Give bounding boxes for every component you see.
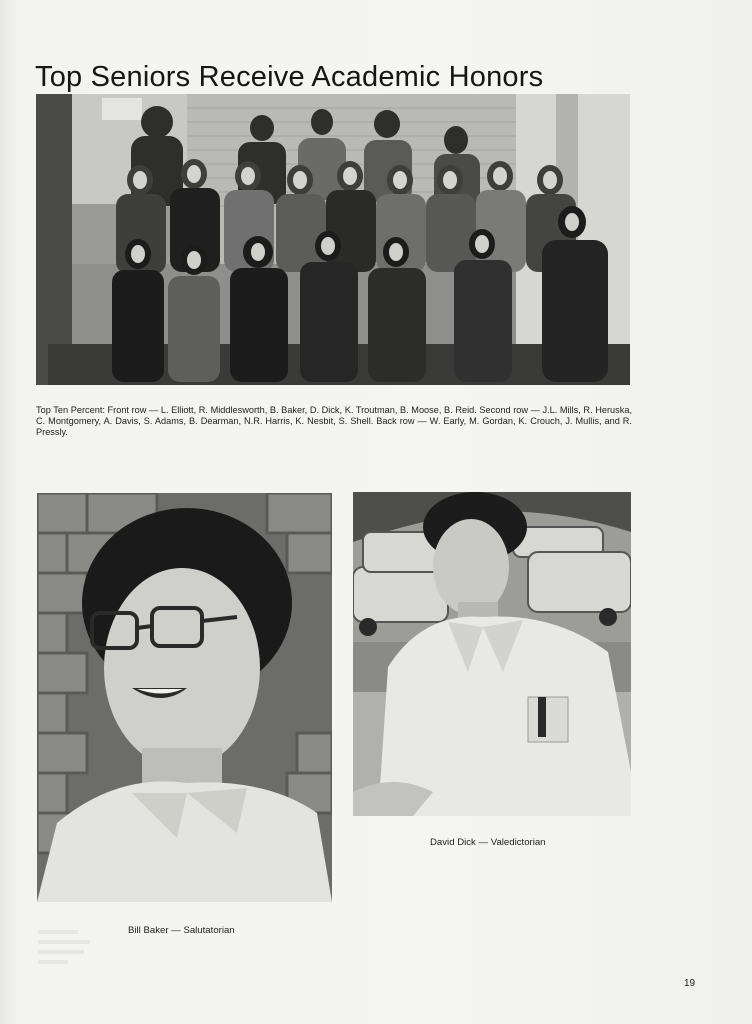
salutatorian-photo [37, 493, 332, 902]
group-photo [36, 94, 630, 385]
page-title: Top Seniors Receive Academic Honors [35, 61, 544, 94]
group-photo-caption: Top Ten Percent: Front row — L. Elliott, R. Middlesworth, B. Baker, D. Dick, K. Troutman, B. Moose, B. Reid. Second row — J.L. Mills, R. Heruska, C. Montgomery, A. Davis, S. Adams, B. Dearman, N.R. Harris, K. Nesbit, S. Shell. Back row — W. Early, M. Gordan, K. Crouch, J. Mullis, and R. Pressly. [36, 405, 632, 438]
valedictorian-caption: David Dick — Valedictorian [430, 837, 546, 848]
valedictorian-photo [353, 492, 631, 816]
salutatorian-caption: Bill Baker — Salutatorian [128, 925, 235, 936]
page-number: 19 [684, 978, 696, 989]
bleed-through-text [38, 928, 98, 968]
